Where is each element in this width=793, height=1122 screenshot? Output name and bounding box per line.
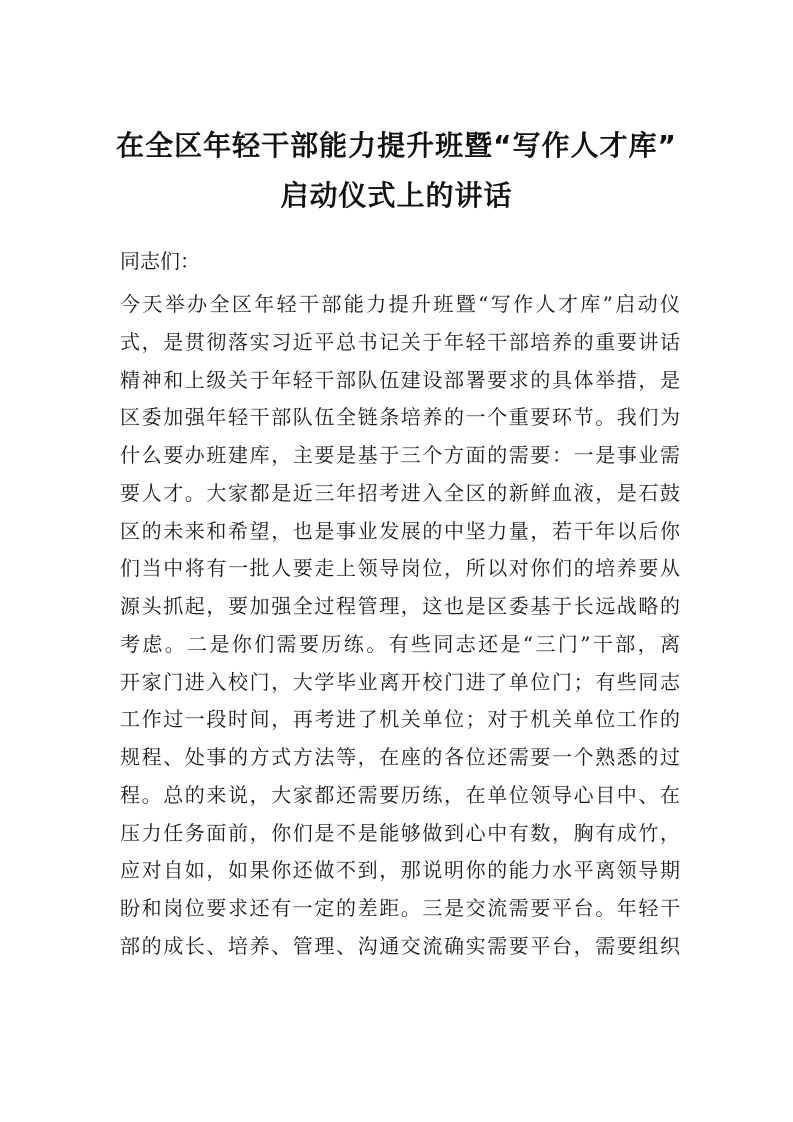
paragraph-line: 什么要办班建库，主要是基于三个方面的需要：一是事业需: [120, 443, 680, 467]
body-paragraph: [120, 286, 680, 966]
paragraph-line: 盼和岗位要求还有一定的差距。三是交流需要平台。年轻干: [120, 896, 680, 920]
paragraph-line: 要人才。大家都是近三年招考进入全区的新鲜血液，是石鼓: [120, 480, 680, 505]
paragraph-line: 精神和上级关于年轻干部队伍建设部署要求的具体举措，是: [120, 367, 680, 392]
paragraph-line: 源头抓起，要加强全过程管理，这也是区委基于长远战略的: [120, 594, 680, 618]
paragraph-line: 考虑。二是你们需要历练。有些同志还是“三门”干部，离: [120, 631, 680, 656]
paragraph-line: 压力任务面前，你们是不是能够做到心中有数，胸有成竹，: [120, 820, 680, 845]
paragraph-line: 式，是贯彻落实习近平总书记关于年轻干部培养的重要讲话: [120, 329, 680, 354]
paragraph-line: 工作过一段时间，再考进了机关单位；对于机关单位工作的: [120, 707, 680, 732]
salutation: 同志们：: [120, 249, 200, 273]
paragraph-line: 应对自如，如果你还做不到，那说明你的能力水平离领导期: [120, 858, 680, 883]
paragraph-line: 今天举办全区年轻干部能力提升班暨“写作人才库”启动仪: [120, 292, 680, 316]
paragraph-line: 开家门进入校门，大学毕业离开校门进了单位门；有些同志: [120, 669, 680, 694]
paragraph-line: 区委加强年轻干部队伍全链条培养的一个重要环节。我们为: [120, 405, 680, 430]
paragraph-line: 规程、处事的方式方法等，在座的各位还需要一个熟悉的过: [120, 745, 680, 769]
document-title-line-1: 在全区年轻干部能力提升班暨“写作人才库”: [116, 129, 677, 162]
document-title-line-2: 启动仪式上的讲话: [280, 179, 513, 212]
paragraph-line: 区的未来和希望，也是事业发展的中坚力量，若干年以后你: [120, 518, 680, 543]
paragraph-line: 们当中将有一批人要走上领导岗位，所以对你们的培养要从: [120, 556, 680, 581]
paragraph-line: 部的成长、培养、管理、沟通交流确实需要平台，需要组织: [120, 933, 680, 958]
paragraph-line: 程。总的来说，大家都还需要历练，在单位领导心目中、在: [120, 782, 680, 807]
